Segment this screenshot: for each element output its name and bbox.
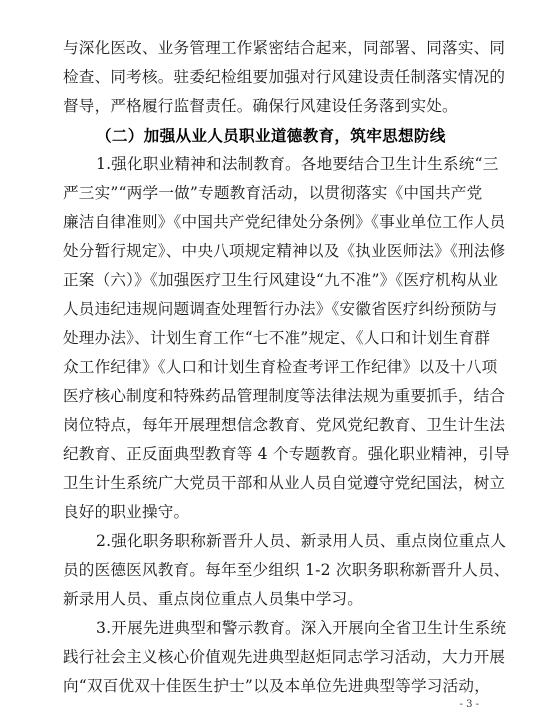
body-text-line: 医疗核心制度和特殊药品管理制度等法律法规为重要抓手，结合 (63, 387, 506, 405)
body-text-line: 新录用人员、重点岗位重点人员集中学习。 (63, 590, 364, 608)
body-text-line: 处分暂行规定》、中央八项规定精神以及《执业医师法》《刑法修 (63, 242, 506, 260)
body-text-line: 向“双百优双十佳医生护士”以及本单位先进典型等学习活动， (63, 677, 490, 695)
body-text-line: 人员违纪违规问题调查处理暂行办法》《安徽省医疗纠纷预防与 (63, 300, 498, 318)
body-text-line: 2.强化职务职称新晋升人员、新录用人员、重点岗位重点人 (96, 532, 507, 550)
body-text-line: 检查、同考核。驻委纪检组要加强对行风建设责任制落实情况的 (63, 68, 506, 86)
body-text-line: 践行社会主义核心价值观先进典型赵炬同志学习活动，大力开展 (63, 648, 506, 666)
body-text-line: 众工作纪律》《人口和计划生育检查考评工作纪律》以及十八项 (63, 358, 498, 376)
body-text-line: 督导，严格履行监督责任。确保行风建设任务落到实处。 (63, 97, 458, 115)
body-text-line: 1.强化职业精神和法制教育。各地要结合卫生计生系统“三 (96, 155, 499, 173)
body-text-line: 处理办法》、计划生育工作“七不准”规定、《人口和计划生育群 (63, 329, 491, 347)
body-text-line: 纪教育、正反面典型教育等 4 个专题教育。强化职业精神，引导 (63, 445, 510, 463)
body-text-line: 正案（六）》《加强医疗卫生行风建设“九不准”》《医疗机构从业 (63, 271, 499, 289)
body-text-line: 3.开展先进典型和警示教育。深入开展向全省卫生计生系统 (96, 619, 507, 637)
body-text-line: 良好的职业操守。 (63, 503, 190, 521)
body-text-line: 廉洁自律准则》《中国共产党纪律处分条例》《事业单位工作人员 (63, 213, 506, 231)
body-text-line: 与深化医改、业务管理工作紧密结合起来，同部署、同落实、同 (63, 39, 506, 57)
page-number: - 3 - (459, 699, 479, 710)
body-text-line: 岗位特点，每年开展理想信念教育、党风党纪教育、卫生计生法 (63, 416, 506, 434)
body-text-line: 严三实”“两学一做”专题教育活动，以贯彻落实《中国共产党 (63, 184, 483, 202)
section-heading: （二）加强从业人员职业道德教育，筑牢思想防线 (96, 126, 446, 145)
body-text-line: 员的医德医风教育。每年至少组织 1-2 次职务职称新晋升人员、 (63, 561, 510, 579)
body-text-line: 卫生计生系统广大党员干部和从业人员自觉遵守党纪国法，树立 (63, 474, 506, 492)
